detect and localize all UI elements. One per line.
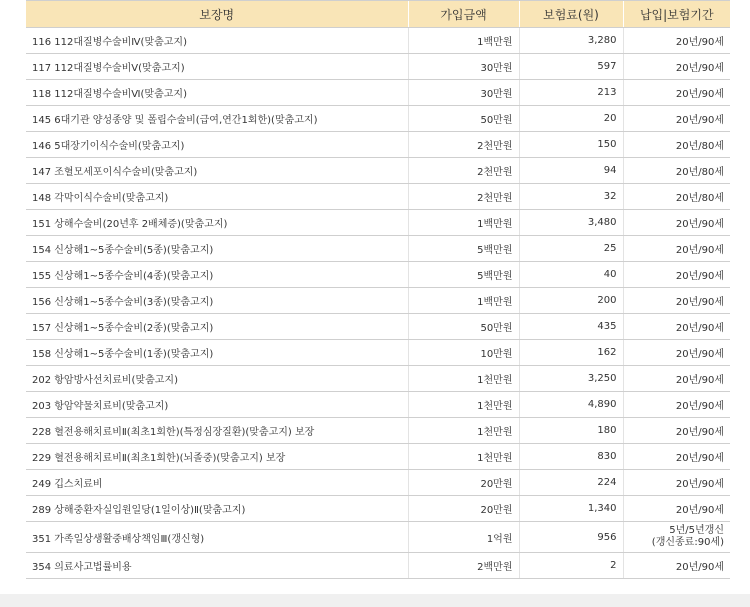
coverage-name: 155 신상해1~5종수술비(4종)(맞춤고지)	[26, 262, 408, 288]
coverage-term: 20년/90세	[623, 366, 730, 392]
coverage-premium: 435	[519, 314, 623, 340]
coverage-table	[26, 0, 730, 579]
header-term: 납입|보험기간	[623, 1, 730, 28]
coverage-premium: 4,890	[519, 392, 623, 418]
coverage-premium: 32	[519, 184, 623, 210]
header-amount: 가입금액	[408, 1, 519, 28]
coverage-amount: 2천만원	[408, 132, 519, 158]
table-row	[26, 236, 730, 262]
coverage-term: 20년/90세	[623, 210, 730, 236]
table-row	[26, 392, 730, 418]
table-header-row	[26, 1, 730, 28]
coverage-amount: 1백만원	[408, 210, 519, 236]
coverage-term: 20년/80세	[623, 158, 730, 184]
coverage-name: 229 혈전용해치료비Ⅱ(최초1회한)(뇌졸중)(맞춤고지) 보장	[26, 444, 408, 470]
coverage-name: 151 상해수술비(20년후 2배체증)(맞춤고지)	[26, 210, 408, 236]
coverage-amount: 1천만원	[408, 392, 519, 418]
coverage-amount: 30만원	[408, 80, 519, 106]
coverage-name: 116 112대질병수술비Ⅳ(맞춤고지)	[26, 28, 408, 54]
coverage-amount: 5백만원	[408, 262, 519, 288]
coverage-amount: 50만원	[408, 314, 519, 340]
coverage-term: 20년/90세	[623, 236, 730, 262]
coverage-term: 20년/90세	[623, 80, 730, 106]
table-row	[26, 158, 730, 184]
coverage-term: 20년/90세	[623, 28, 730, 54]
coverage-amount: 2천만원	[408, 158, 519, 184]
coverage-premium: 150	[519, 132, 623, 158]
coverage-premium: 3,280	[519, 28, 623, 54]
coverage-premium: 3,250	[519, 366, 623, 392]
coverage-amount: 1천만원	[408, 444, 519, 470]
table-row	[26, 553, 730, 579]
coverage-premium: 180	[519, 418, 623, 444]
coverage-premium: 2	[519, 553, 623, 579]
coverage-amount: 1천만원	[408, 366, 519, 392]
coverage-name: 228 혈전용해치료비Ⅱ(최초1회한)(특정심장질환)(맞춤고지) 보장	[26, 418, 408, 444]
coverage-term-line1: 5년/5년갱신	[669, 525, 724, 536]
coverage-term: 20년/80세	[623, 132, 730, 158]
table-row	[26, 418, 730, 444]
coverage-premium: 200	[519, 288, 623, 314]
coverage-amount: 20만원	[408, 496, 519, 522]
coverage-amount: 20만원	[408, 470, 519, 496]
coverage-amount: 1억원	[408, 522, 519, 553]
coverage-name: 249 깁스치료비	[26, 470, 408, 496]
coverage-amount: 30만원	[408, 54, 519, 80]
coverage-term: 20년/90세	[623, 553, 730, 579]
bottom-edge-bar	[0, 594, 750, 607]
coverage-premium: 213	[519, 80, 623, 106]
header-name: 보장명	[26, 1, 408, 28]
coverage-premium: 224	[519, 470, 623, 496]
coverage-name: 157 신상해1~5종수술비(2종)(맞춤고지)	[26, 314, 408, 340]
table-row	[26, 80, 730, 106]
coverage-name: 354 의료사고법률비용	[26, 553, 408, 579]
coverage-name: 146 5대장기이식수술비(맞춤고지)	[26, 132, 408, 158]
coverage-table-container	[26, 0, 730, 579]
table-row	[26, 470, 730, 496]
coverage-premium: 3,480	[519, 210, 623, 236]
coverage-term: 20년/90세	[623, 470, 730, 496]
coverage-term: 20년/90세	[623, 444, 730, 470]
coverage-premium: 20	[519, 106, 623, 132]
coverage-amount: 50만원	[408, 106, 519, 132]
coverage-amount: 1백만원	[408, 28, 519, 54]
coverage-premium: 40	[519, 262, 623, 288]
coverage-amount: 10만원	[408, 340, 519, 366]
coverage-term: 20년/90세	[623, 496, 730, 522]
coverage-premium: 94	[519, 158, 623, 184]
header-premium: 보험료(원)	[519, 1, 623, 28]
table-row	[26, 132, 730, 158]
coverage-name: 118 112대질병수술비Ⅵ(맞춤고지)	[26, 80, 408, 106]
table-row	[26, 54, 730, 80]
coverage-term: 20년/80세	[623, 184, 730, 210]
coverage-term: 20년/90세	[623, 106, 730, 132]
coverage-name: 117 112대질병수술비Ⅴ(맞춤고지)	[26, 54, 408, 80]
coverage-name: 158 신상해1~5종수술비(1종)(맞춤고지)	[26, 340, 408, 366]
coverage-amount: 2백만원	[408, 553, 519, 579]
coverage-name: 202 항암방사선치료비(맞춤고지)	[26, 366, 408, 392]
coverage-name: 145 6대기관 양성종양 및 폴립수술비(급여,연간1회한)(맞춤고지)	[26, 106, 408, 132]
coverage-name: 147 조혈모세포이식수술비(맞춤고지)	[26, 158, 408, 184]
coverage-premium: 1,340	[519, 496, 623, 522]
coverage-name: 154 신상해1~5종수술비(5종)(맞춤고지)	[26, 236, 408, 262]
coverage-premium: 597	[519, 54, 623, 80]
table-row	[26, 210, 730, 236]
coverage-name: 289 상해중환자실입원일당(1일이상)Ⅱ(맞춤고지)	[26, 496, 408, 522]
coverage-premium: 162	[519, 340, 623, 366]
coverage-name: 203 항암약물치료비(맞춤고지)	[26, 392, 408, 418]
coverage-term: 20년/90세	[623, 418, 730, 444]
coverage-term: 20년/90세	[623, 262, 730, 288]
table-row	[26, 288, 730, 314]
coverage-term	[623, 522, 730, 553]
coverage-name: 351 가족일상생활중배상책임Ⅲ(갱신형)	[26, 522, 408, 553]
coverage-term: 20년/90세	[623, 392, 730, 418]
table-row	[26, 314, 730, 340]
coverage-name: 156 신상해1~5종수술비(3종)(맞춤고지)	[26, 288, 408, 314]
coverage-premium: 25	[519, 236, 623, 262]
coverage-term: 20년/90세	[623, 314, 730, 340]
coverage-term-line2: (갱신종료:90세)	[651, 537, 724, 548]
table-row	[26, 496, 730, 522]
coverage-amount: 1천만원	[408, 418, 519, 444]
coverage-amount: 2천만원	[408, 184, 519, 210]
coverage-name: 148 각막이식수술비(맞춤고지)	[26, 184, 408, 210]
coverage-premium: 830	[519, 444, 623, 470]
coverage-term: 20년/90세	[623, 288, 730, 314]
coverage-amount: 1백만원	[408, 288, 519, 314]
coverage-premium: 956	[519, 522, 623, 553]
table-row	[26, 340, 730, 366]
coverage-term: 20년/90세	[623, 340, 730, 366]
coverage-amount: 5백만원	[408, 236, 519, 262]
table-row	[26, 522, 730, 553]
table-row	[26, 184, 730, 210]
coverage-term: 20년/90세	[623, 54, 730, 80]
table-row	[26, 28, 730, 54]
table-row	[26, 366, 730, 392]
table-row	[26, 106, 730, 132]
table-row	[26, 444, 730, 470]
table-row	[26, 262, 730, 288]
